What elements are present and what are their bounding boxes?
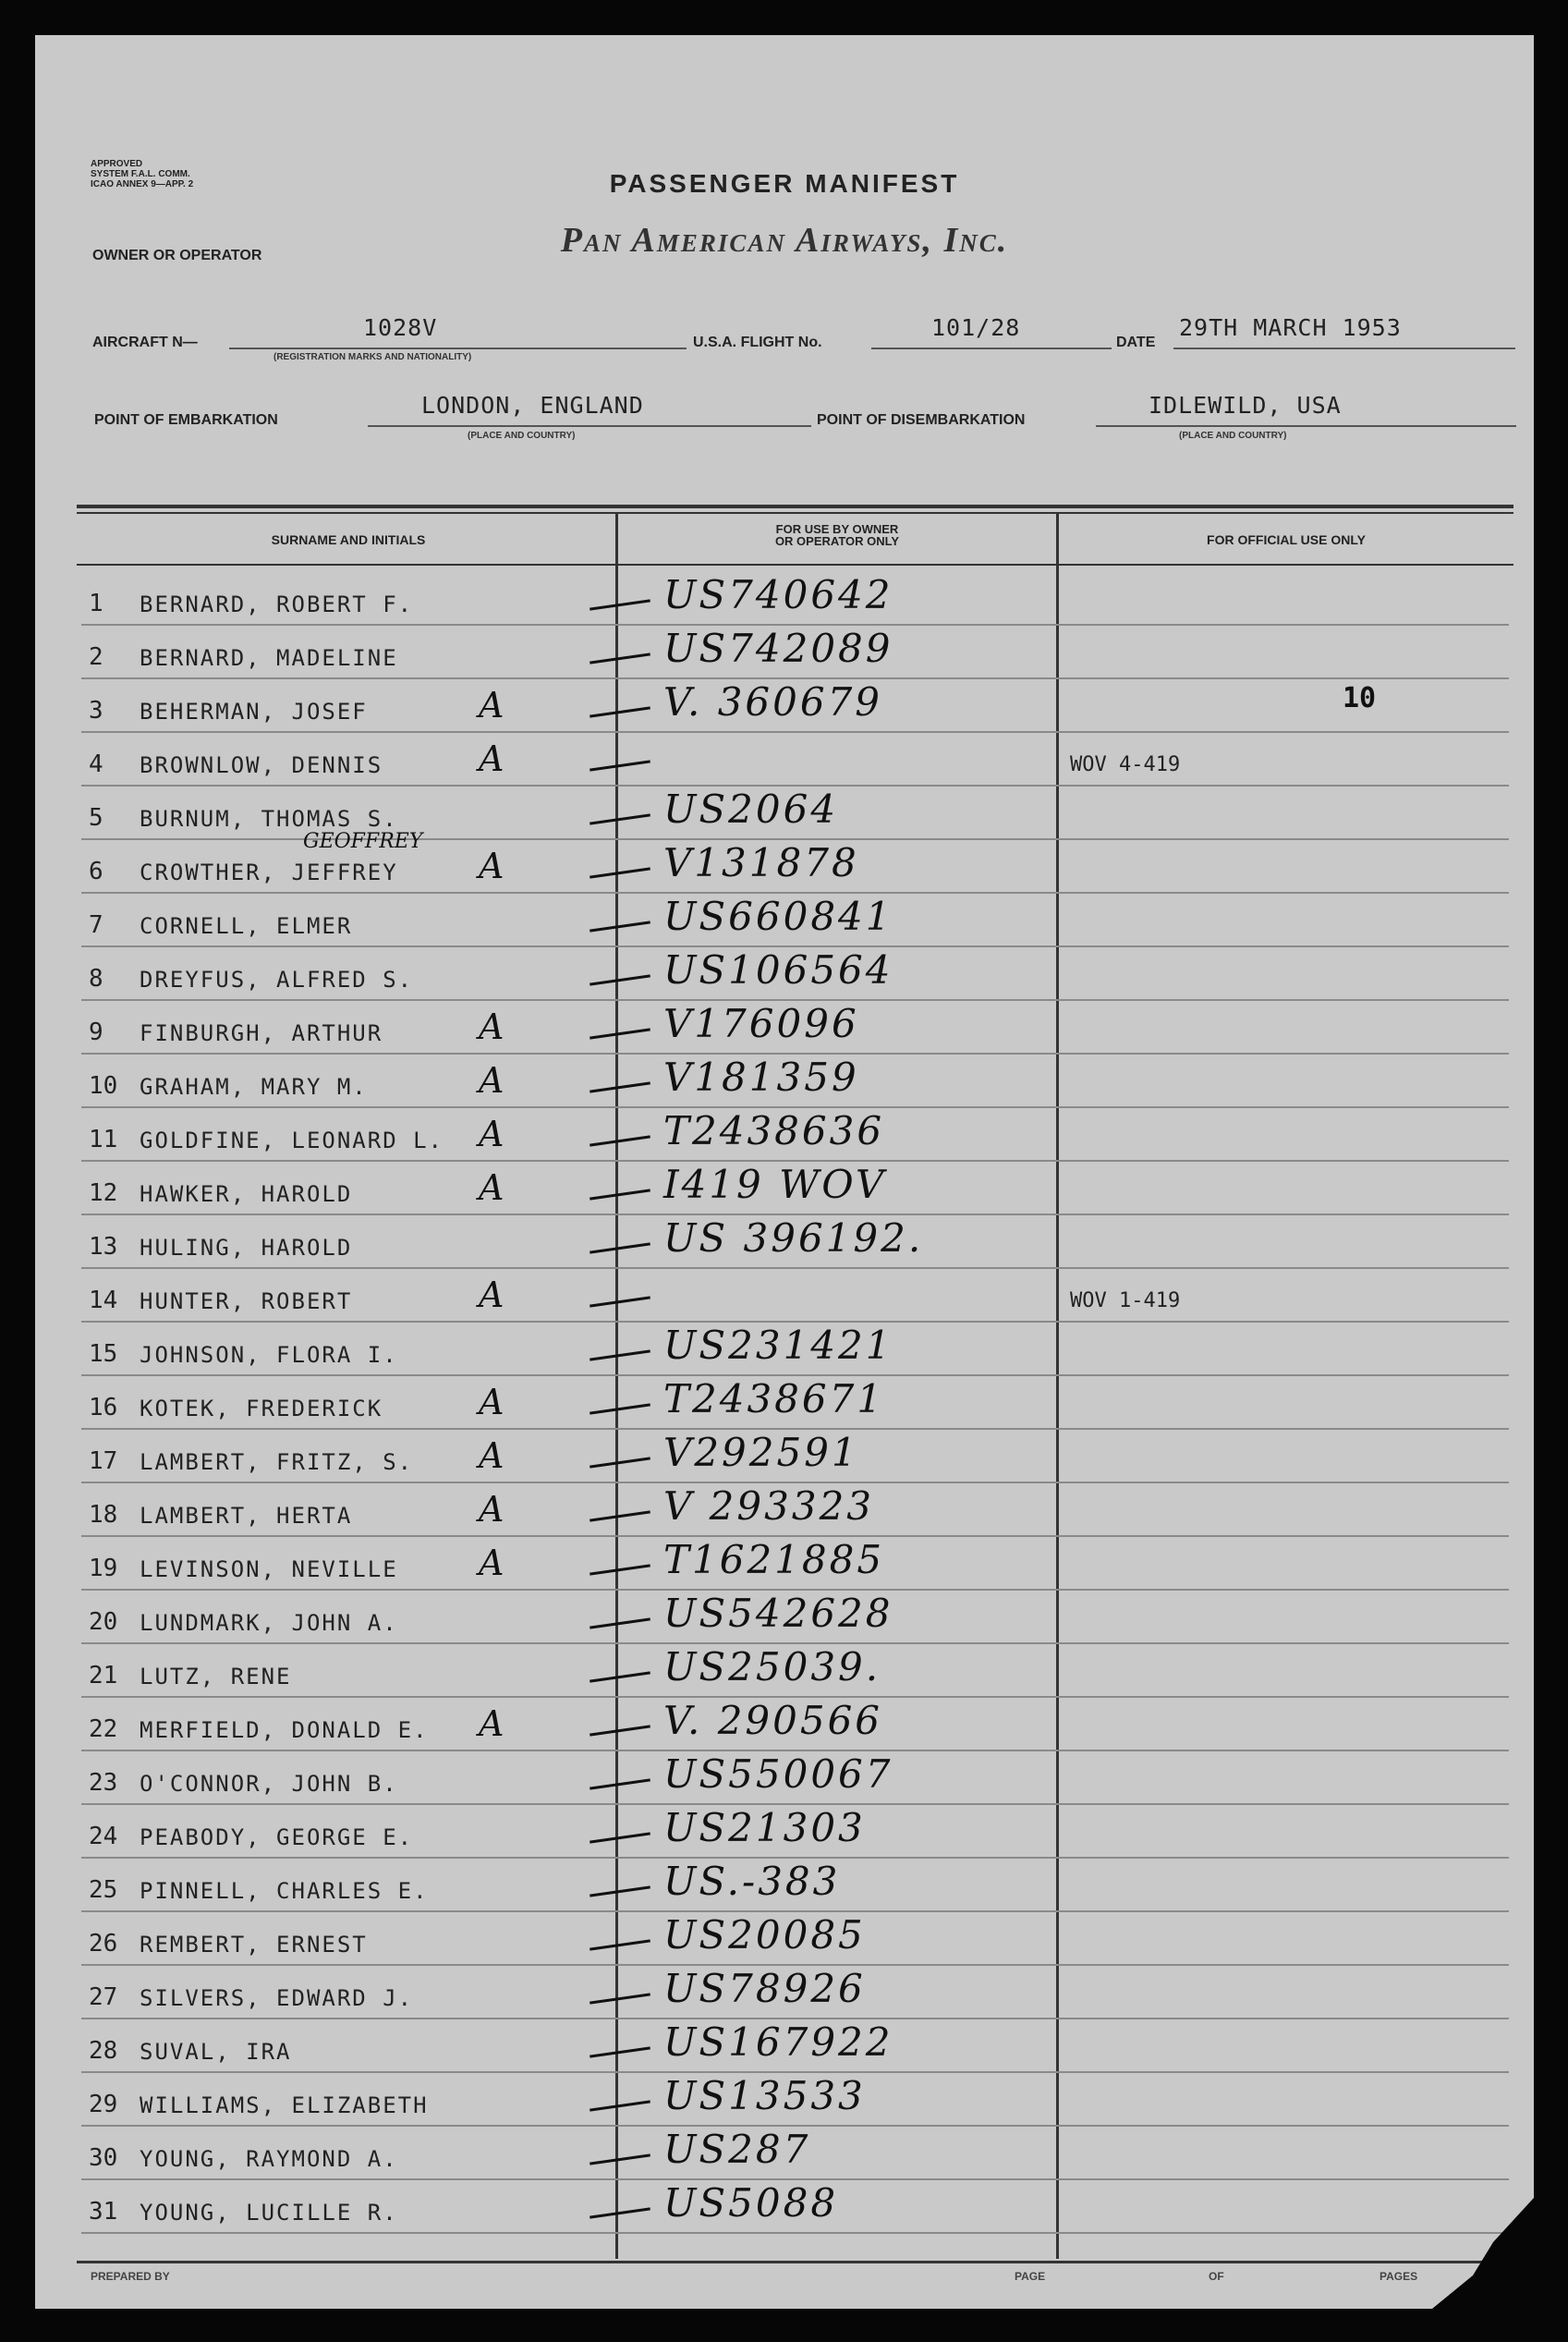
document-number: T1621885 <box>663 1537 885 1582</box>
document-number: US21303 <box>663 1805 866 1850</box>
disembarkation-sublabel: (PLACE AND COUNTRY) <box>1179 431 1287 441</box>
passenger-name: LUTZ, RENE <box>140 1664 292 1689</box>
passenger-name: BERNARD, ROBERT F. <box>140 592 414 617</box>
embarkation-label: POINT OF EMBARKATION <box>94 412 278 428</box>
row-rule <box>81 2232 1509 2234</box>
page-label: PAGE <box>1015 2270 1046 2283</box>
passenger-name: JOHNSON, FLORA I. <box>140 1342 398 1368</box>
passenger-name: LAMBERT, FRITZ, S. <box>140 1449 414 1475</box>
check-tick <box>590 1028 650 1039</box>
row-number: 31 <box>89 2198 118 2226</box>
document-number: V. 360679 <box>663 679 883 725</box>
document-number: US.-383 <box>663 1859 841 1904</box>
owner-column-header <box>618 523 1056 547</box>
check-tick <box>590 813 650 824</box>
row-number: 6 <box>89 858 103 885</box>
row-number: 10 <box>89 1072 118 1100</box>
document-number: US78926 <box>663 1966 866 2011</box>
passenger-name: HAWKER, HAROLD <box>140 1181 353 1207</box>
document-number: V. 290566 <box>663 1698 883 1743</box>
disembarkation-underline <box>1096 425 1516 427</box>
disembarkation-label: POINT OF DISEMBARKATION <box>817 412 1026 428</box>
document-number: US660841 <box>663 894 893 939</box>
check-tick <box>590 1457 650 1468</box>
embarkation-underline <box>368 425 811 427</box>
check-tick <box>590 921 650 932</box>
alien-mark: A <box>479 1060 504 1101</box>
pages-label: PAGES <box>1380 2270 1418 2283</box>
row-number: 23 <box>89 1769 118 1797</box>
check-tick <box>590 1349 650 1360</box>
passenger-name: GRAHAM, MARY M. <box>140 1074 368 1100</box>
row-number: 12 <box>89 1179 118 1207</box>
passenger-name: KOTEK, FREDERICK <box>140 1396 383 1421</box>
row-number: 22 <box>89 1715 118 1743</box>
row-number: 21 <box>89 1662 118 1689</box>
row-number: 17 <box>89 1447 118 1475</box>
table-top-rule-inner <box>77 512 1513 514</box>
row-rule <box>81 1267 1509 1269</box>
passenger-name: YOUNG, RAYMOND A. <box>140 2146 398 2172</box>
document-number: US287 <box>663 2127 811 2172</box>
document-number: US106564 <box>663 947 893 993</box>
document-number: US13533 <box>663 2073 866 2118</box>
disembarkation-value: IDLEWILD, USA <box>1149 392 1342 419</box>
document-number: V 293323 <box>663 1483 875 1529</box>
passenger-name: GOLDFINE, LEONARD L. <box>140 1128 444 1153</box>
check-tick <box>590 653 650 664</box>
approval-line: ICAO ANNEX 9—APP. 2 <box>91 179 194 189</box>
row-number: 26 <box>89 1930 118 1958</box>
passenger-name: WILLIAMS, ELIZABETH <box>140 2092 429 2118</box>
passenger-name: DREYFUS, ALFRED S. <box>140 967 414 993</box>
check-tick <box>590 1885 650 1897</box>
row-number: 4 <box>89 750 103 778</box>
official-column-header: FOR OFFICIAL USE ONLY <box>1207 532 1366 547</box>
check-tick <box>590 1135 650 1146</box>
row-number: 16 <box>89 1394 118 1421</box>
table-top-rule <box>77 505 1513 508</box>
passenger-name: LEVINSON, NEVILLE <box>140 1556 398 1582</box>
passenger-name: YOUNG, LUCILLE R. <box>140 2200 398 2226</box>
alien-mark: A <box>479 1006 504 1047</box>
row-number: 7 <box>89 911 103 939</box>
check-tick <box>590 867 650 878</box>
document-number: T2438671 <box>663 1376 885 1421</box>
document-number: V131878 <box>663 840 859 885</box>
check-tick <box>590 1617 650 1628</box>
passenger-name: LUNDMARK, JOHN A. <box>140 1610 398 1636</box>
official-count: 10 <box>1343 682 1377 714</box>
flight-label: U.S.A. FLIGHT No. <box>693 335 822 350</box>
row-number: 30 <box>89 2144 118 2172</box>
name-correction: GEOFFREY <box>303 830 423 853</box>
prepared-by-label: PREPARED BY <box>91 2270 170 2283</box>
passenger-name: BERNARD, MADELINE <box>140 645 398 671</box>
check-tick <box>590 1564 650 1575</box>
aircraft-value: 1028V <box>363 314 438 341</box>
document-number: US25039. <box>663 1644 881 1689</box>
document-number: US231421 <box>663 1323 893 1368</box>
alien-mark: A <box>479 738 504 779</box>
document-number: US742089 <box>663 626 893 671</box>
header-bottom-rule <box>77 564 1513 566</box>
document-number: US20085 <box>663 1912 866 1958</box>
check-tick <box>590 1189 650 1200</box>
row-number: 9 <box>89 1019 103 1046</box>
document-title: PASSENGER MANIFEST <box>609 169 960 198</box>
passenger-name: MERFIELD, DONALD E. <box>140 1717 429 1743</box>
document-number: US550067 <box>663 1751 893 1797</box>
document-number: US542628 <box>663 1591 893 1636</box>
alien-mark: A <box>479 1489 504 1530</box>
official-note: WOV 1-419 <box>1070 1289 1181 1312</box>
check-tick <box>590 1725 650 1736</box>
owner-label: OWNER OR OPERATOR <box>92 248 262 263</box>
check-tick <box>590 2153 650 2165</box>
document-number: I419 WOV <box>663 1162 887 1207</box>
aircraft-label: AIRCRAFT N— <box>92 335 198 350</box>
check-tick <box>590 1510 650 1521</box>
alien-mark: A <box>479 1167 504 1208</box>
column-divider <box>1056 512 1059 2259</box>
check-tick <box>590 1081 650 1092</box>
check-tick <box>590 1403 650 1414</box>
embarkation-value: LONDON, ENGLAND <box>421 392 644 419</box>
company-name: Pan American Airways, Inc. <box>560 221 1009 260</box>
table-bottom-rule <box>77 2261 1513 2263</box>
date-underline <box>1173 348 1515 349</box>
row-number: 29 <box>89 2091 118 2118</box>
check-tick <box>590 2207 650 2218</box>
row-number: 5 <box>89 804 103 832</box>
flight-underline <box>871 348 1112 349</box>
row-number: 3 <box>89 697 103 725</box>
official-note: WOV 4-419 <box>1070 753 1181 776</box>
approval-line: APPROVED <box>91 159 143 169</box>
check-tick <box>590 1671 650 1682</box>
check-tick <box>590 1778 650 1789</box>
passenger-name: PINNELL, CHARLES E. <box>140 1878 429 1904</box>
check-tick <box>590 760 650 771</box>
passenger-name: LAMBERT, HERTA <box>140 1503 353 1529</box>
date-label: DATE <box>1116 335 1156 350</box>
alien-mark: A <box>479 1435 504 1476</box>
check-tick <box>590 2100 650 2111</box>
passenger-name: BROWNLOW, DENNIS <box>140 752 383 778</box>
check-tick <box>590 1242 650 1253</box>
row-number: 19 <box>89 1555 118 1582</box>
check-tick <box>590 1993 650 2004</box>
row-number: 13 <box>89 1233 118 1261</box>
check-tick <box>590 599 650 610</box>
document-number: V176096 <box>663 1001 859 1046</box>
row-number: 15 <box>89 1340 118 1368</box>
alien-mark: A <box>479 1703 504 1744</box>
passenger-name: HULING, HAROLD <box>140 1235 353 1261</box>
check-tick <box>590 1939 650 1950</box>
document-number: V181359 <box>663 1055 859 1100</box>
alien-mark: A <box>479 1382 504 1422</box>
check-tick <box>590 706 650 717</box>
passenger-name: BEHERMAN, JOSEF <box>140 699 368 725</box>
check-tick <box>590 974 650 985</box>
manifest-sheet <box>35 35 1534 2309</box>
flight-value: 101/28 <box>931 314 1021 341</box>
alien-mark: A <box>479 685 504 726</box>
check-tick <box>590 1832 650 1843</box>
document-number: US2064 <box>663 787 839 832</box>
row-number: 11 <box>89 1126 118 1153</box>
embarkation-sublabel: (PLACE AND COUNTRY) <box>468 431 576 441</box>
of-label: OF <box>1209 2270 1224 2283</box>
owner-header-line: OR OPERATOR ONLY <box>774 534 900 548</box>
row-number: 25 <box>89 1876 118 1904</box>
row-number: 20 <box>89 1608 118 1636</box>
passenger-name: O'CONNOR, JOHN B. <box>140 1771 398 1797</box>
check-tick <box>590 2046 650 2057</box>
document-number: V292591 <box>663 1430 859 1475</box>
alien-mark: A <box>479 1114 504 1154</box>
document-number: US740642 <box>663 572 893 617</box>
row-number: 8 <box>89 965 103 993</box>
row-number: 28 <box>89 2037 118 2065</box>
row-number: 18 <box>89 1501 118 1529</box>
passenger-name: PEABODY, GEORGE E. <box>140 1824 414 1850</box>
aircraft-underline <box>229 348 687 349</box>
passenger-name: CROWTHER, JEFFREY <box>140 860 398 885</box>
document-number: US167922 <box>663 2019 893 2065</box>
passenger-name: CORNELL, ELMER <box>140 913 353 939</box>
passenger-name: HUNTER, ROBERT <box>140 1288 353 1314</box>
passenger-name: FINBURGH, ARTHUR <box>140 1020 383 1046</box>
row-number: 27 <box>89 1983 118 2011</box>
row-rule <box>81 731 1509 733</box>
document-number: US 396192. <box>663 1215 924 1261</box>
alien-mark: A <box>479 1275 504 1315</box>
passenger-name: REMBERT, ERNEST <box>140 1932 368 1958</box>
passenger-name: SUVAL, IRA <box>140 2039 292 2065</box>
surname-column-header: SURNAME AND INITIALS <box>271 532 426 547</box>
alien-mark: A <box>479 846 504 886</box>
date-value: 29TH MARCH 1953 <box>1179 314 1402 341</box>
passenger-name: SILVERS, EDWARD J. <box>140 1985 414 2011</box>
alien-mark: A <box>479 1543 504 1583</box>
document-number: T2438636 <box>663 1108 885 1153</box>
owner-header-line: FOR USE BY OWNER <box>775 522 899 536</box>
passenger-name: BURNUM, THOMAS S. <box>140 806 398 832</box>
row-number: 2 <box>89 643 103 671</box>
check-tick <box>590 1296 650 1307</box>
document-number: US5088 <box>663 2180 839 2226</box>
row-number: 1 <box>89 590 103 617</box>
row-number: 24 <box>89 1823 118 1850</box>
approval-line: SYSTEM F.A.L. COMM. <box>91 169 190 179</box>
aircraft-sublabel: (REGISTRATION MARKS AND NATIONALITY) <box>273 352 472 362</box>
row-number: 14 <box>89 1287 118 1314</box>
